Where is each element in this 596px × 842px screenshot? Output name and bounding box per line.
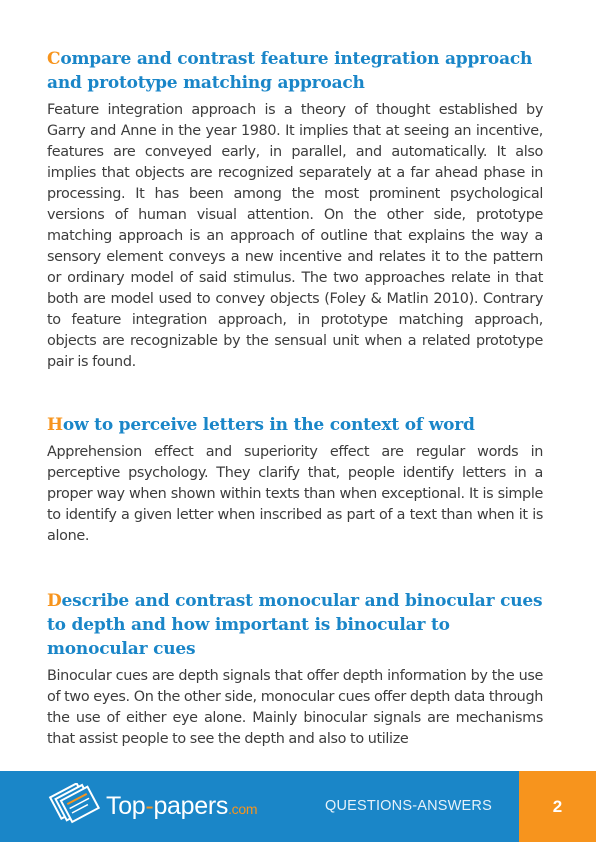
page-number-box: [519, 771, 596, 842]
heading-text: ow to perceive letters in the context of word: [62, 415, 475, 435]
section-heading: [47, 47, 543, 95]
heading-initial: H: [47, 415, 63, 435]
logo-suffix: .com: [228, 800, 258, 817]
logo-dash: -: [145, 791, 154, 820]
brand-logo[interactable]: [48, 785, 257, 827]
page-footer: [0, 771, 596, 842]
page-number: 2: [552, 796, 563, 816]
logo-wordmark: [106, 792, 257, 821]
section-letters-in-word: [47, 413, 543, 547]
section-depth-cues: [47, 589, 543, 750]
heading-text: escribe and contrast monocular and binocular cues to depth and how important is binocular to monocular cues: [47, 591, 543, 659]
heading-text: ompare and contrast feature integration approach and prototype matching approach: [47, 49, 533, 93]
footer-category-label: QUESTIONS-ANSWERS: [325, 798, 492, 814]
heading-initial: D: [47, 591, 62, 611]
document-body: [47, 47, 543, 750]
stacked-papers-icon: [48, 783, 102, 829]
section-heading: [47, 413, 543, 437]
section-paragraph: Apprehension effect and superiority effect are regular words in perceptive psychology. They clarify that, people identify letters in a proper way when shown within texts than when exceptional. It is simple to identify a given letter when inscribed as part of a text than when it is alone.: [47, 444, 543, 544]
section-paragraph: Binocular cues are depth signals that offer depth information by the use of two eyes. On the other side, monocular cues offer depth data through the use of either eye alone. Mainly binocular signals are mechanisms that assist people to see the depth and also to utilize: [47, 668, 543, 747]
section-paragraph: Feature integration approach is a theory of thought established by Garry and Anne in the year 1980. It implies that at seeing an incentive, features are conveyed early, in parallel, and automatically. It also implies that objects are recognized separately at a far ahead phase in processing. It has been among the most prominent psychological versions of human visual attention. On the other side, prototype matching approach is an approach of outline that explains the way a sensory element conveys a new incentive and relates it to the pattern or ordinary model of said stimulus. The two approaches relate in that both are model used to convey objects (Foley & Matlin 2010). Contrary to feature integration approach, in prototype matching approach, objects are recognizable by the sensual unit when a related prototype pair is found.: [47, 102, 543, 370]
heading-initial: C: [47, 49, 61, 69]
logo-word-top: Top: [106, 791, 146, 820]
section-feature-vs-prototype: [47, 47, 543, 373]
logo-word-papers: papers: [153, 791, 229, 820]
section-heading: [47, 589, 543, 661]
